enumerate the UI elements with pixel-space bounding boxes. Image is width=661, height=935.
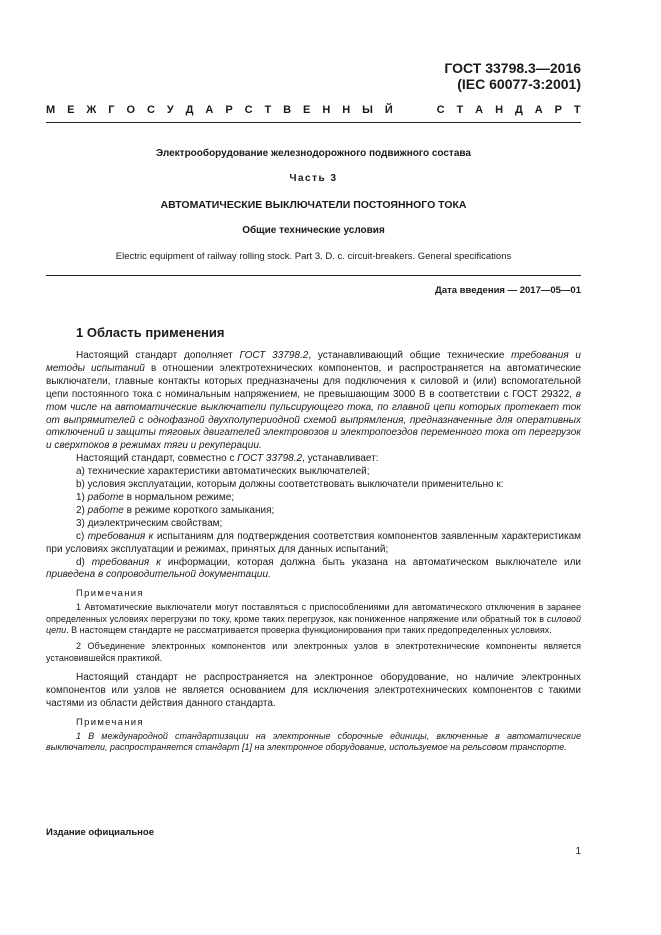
list-item-c: [46, 531, 581, 557]
italic-run: требования и методы испытаний: [46, 350, 581, 374]
section-heading: 1 Область применения: [76, 325, 225, 340]
list-item-3: 3) диэлектрическим свойствам;: [76, 517, 223, 529]
text-run: , устанавливающий общие технические: [308, 350, 512, 361]
document-main-title: Электрооборудование железнодорожного подвижного состава: [156, 148, 471, 159]
text-run: 1 Автоматические выключатели могут поставляться с приспособлениями для автоматического отключения в заранее определенных условиях перегрузки по току, кроме таких перегрузок, как пониженное напряжение или обратный ток в: [46, 602, 581, 624]
banner-letter: Р: [225, 104, 233, 116]
text-run: 1): [76, 491, 88, 503]
banner-letter: Е: [67, 104, 75, 116]
italic-run: работе: [87, 504, 124, 516]
list-item-d: [46, 557, 581, 583]
banner-letter: О: [126, 104, 136, 116]
banner-letter: Т: [573, 104, 581, 116]
banner-letter: Р: [554, 104, 562, 116]
banner-letter: Д: [185, 104, 194, 116]
note-international: 1 В международной стандартизации на электронные сборочные единицы, включенные в автоматические выключатели, распространяется стандарт [1] на электронное оборудование, используемое на рельсовом транспорте.: [46, 730, 581, 753]
italic-run: требования к: [91, 556, 161, 568]
banner-letter: Д: [514, 104, 523, 116]
official-edition-label: Издание официальное: [46, 827, 154, 838]
text-run: в режиме короткого замыкания;: [123, 504, 275, 516]
banner-letter: Е: [303, 104, 311, 116]
banner-letter: С: [146, 104, 155, 116]
header-rule: [46, 122, 581, 123]
italic-run: требования к: [87, 530, 154, 542]
text-run: . В настоящем стандарте не рассматривается проверка функционирования при таких предопределенных условиях.: [66, 625, 552, 636]
italic-run: ГОСТ 33798.2: [239, 350, 309, 361]
text-run: d): [76, 556, 92, 568]
text-run: в отношении электротехнических компонентов, и распространяется на автоматические выключатели, главные контакты которых предназначены для подключения к силовой и (или) вспомогательной цепи постоянного тока с номинальным напряжением, не превышающим 3000 В в соответствии с ГОСТ 29322,: [46, 362, 582, 400]
note-2: 2 Объединение электронных компонентов или электронных узлов в электротехнические компоненты является установившейся практикой.: [46, 641, 581, 663]
notes-heading: Примечания: [76, 588, 144, 600]
italic-run: в том числе на автоматические выключатели пульсирующего тока, по главной цепи которых протекает ток от выпрямителей с однофазной двухполупериодной схемой выпрямления, предназначенные для оперативных отключений и защиты тяговых двигателей электровозов и электропоездов переменного тока от перегрузок и сверхтоков в режимах тяги и рекуперации.: [46, 388, 581, 452]
banner-letter: Н: [322, 104, 331, 116]
banner-letter: Ы: [362, 104, 373, 116]
section-body: [46, 350, 581, 754]
note-1: [46, 602, 581, 637]
banner-letter: Т: [264, 104, 272, 116]
text-run: Настоящий стандарт дополняет: [76, 350, 240, 361]
banner-letter: Н: [495, 104, 504, 116]
notes-heading: Примечания: [76, 716, 144, 728]
italic-run: работе: [87, 491, 124, 503]
italic-run: приведена в сопроводительной документации.: [46, 569, 271, 581]
text-run: испытаниям для подтверждения соответствия компонентов заявленным характеристикам при условиях эксплуатации и режимах, принятых для данных испытаний;: [46, 530, 582, 555]
standard-code: ГОСТ 33798.3—2016: [444, 60, 581, 76]
banner-letter: Н: [342, 104, 351, 116]
document-part: Часть 3: [289, 173, 338, 184]
banner-letter: Ж: [86, 104, 97, 116]
document-subtitle: Общие технические условия: [242, 225, 385, 236]
italic-run: силовой цепи: [46, 613, 581, 636]
standard-code-block: [444, 60, 581, 92]
banner-letter: А: [534, 104, 543, 116]
page-number: 1: [575, 846, 581, 857]
english-title: Electric equipment of railway rolling stock. Part 3. D. c. circuit-breakers. General specifications: [115, 251, 512, 262]
banner-letter: А: [205, 104, 214, 116]
list-item-b: b) условия эксплуатации, которым должны соответствовать выключатели применительно к:: [76, 479, 504, 491]
banner-letter: А: [475, 104, 484, 116]
banner-letter: Т: [456, 104, 464, 116]
text-run: , устанавливает:: [302, 453, 379, 465]
list-item-2: [46, 505, 581, 518]
banner-letter: У: [166, 104, 174, 116]
banner-word-gap: [405, 104, 425, 120]
document-title: АВТОМАТИЧЕСКИЕ ВЫКЛЮЧАТЕЛИ ПОСТОЯННОГО ТОКА: [160, 199, 467, 211]
text-run: c): [76, 530, 88, 542]
banner-letter: С: [436, 104, 445, 116]
banner-letter: М: [46, 104, 56, 116]
italic-run: ГОСТ 33798.2: [237, 453, 303, 465]
banner-letter: С: [244, 104, 253, 116]
text-run: информации, которая должна быть указана на автоматическом выключателе или: [160, 556, 582, 568]
text-run: Настоящий стандарт, совместно с: [76, 453, 238, 465]
list-item-a: a) технические характеристики автоматических выключателей;: [76, 466, 370, 478]
introduction-date: Дата введения — 2017—05—01: [435, 285, 581, 296]
iec-code: (IEC 60077-3:2001): [457, 76, 581, 92]
interstate-standard-banner: [46, 104, 581, 120]
spacer: [46, 664, 581, 672]
paragraph-establishes: [46, 453, 581, 466]
text-run: 2): [76, 504, 88, 516]
paragraph-exclusion: Настоящий стандарт не распространяется на электронное оборудование, но наличие электронных компонентов или узлов не является основанием для исключения электротехнических компонентов с такими частями из области действия данного стандарта.: [46, 672, 581, 709]
banner-letter: Г: [108, 104, 115, 116]
paragraph-scope: [46, 350, 581, 453]
title-rule: [46, 275, 581, 276]
banner-letter: Й: [384, 104, 393, 116]
list-item-1: [46, 492, 581, 505]
text-run: в нормальном режиме;: [123, 491, 235, 503]
banner-letter: В: [283, 104, 292, 116]
